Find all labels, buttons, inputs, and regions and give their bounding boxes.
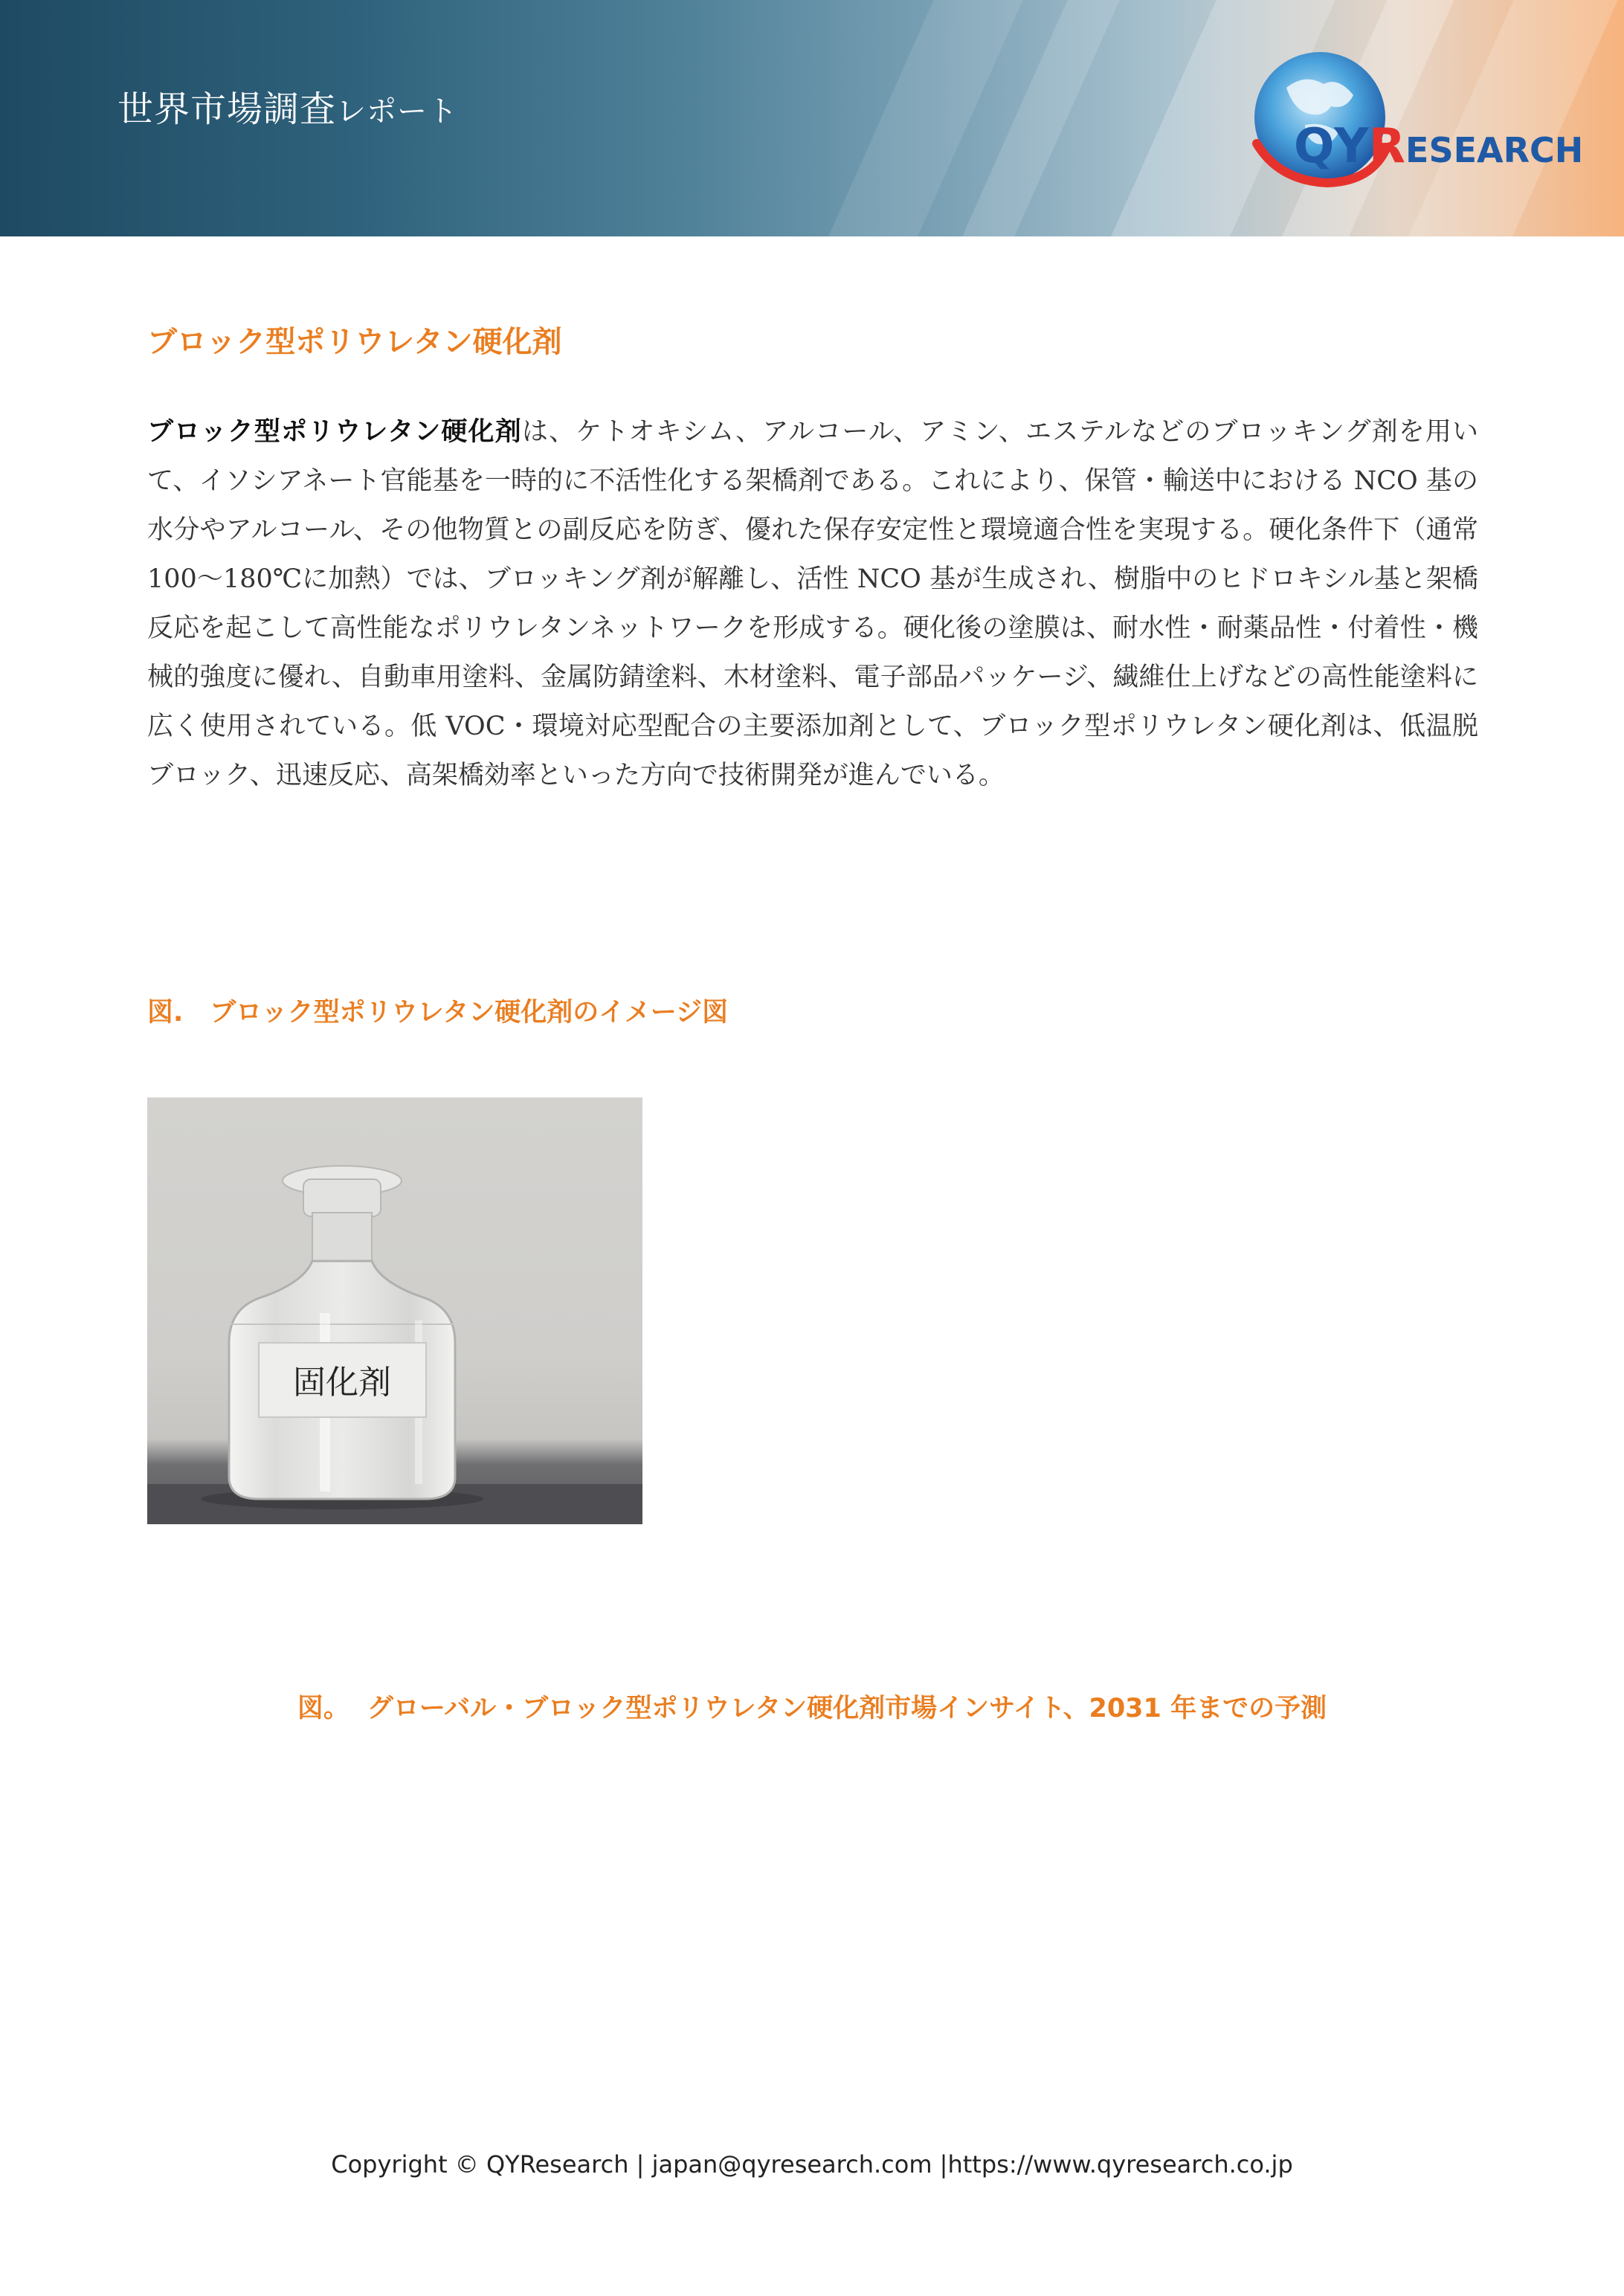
body-paragraph [147,407,1478,800]
product-bottle-image [147,1097,642,1524]
logo-text-r: R [1368,119,1406,174]
figure1-caption [147,992,728,1029]
figure1-label: 図. [147,998,184,1028]
logo-text-qy: QY [1294,119,1369,174]
body-text: は、ケトオキシム、アルコール、アミン、エステルなどのブロッキング剤を用いて、イソシアネート官能基を一時的に不活性化する架橋剤である。これにより、保管・輸送中における NCO 基の水分やアルコール、その他物質との副反応を防ぎ、優れた保存安定性と環境適合性を実現する。硬化条件下（通常 100～180℃に加熱）では、ブロッキング剤が解離し、活性 NCO 基が生成され、樹脂中のヒドロキシル基と架橋反応を起こして高性能なポリウレタンネットワークを形成する。硬化後の塗膜は、耐水性・耐薬品性・付着性・機械的強度に優れ、自動車用塗料、金属防錆塗料、木材塗料、電子部品パッケージ、繊維仕上げなどの高性能塗料に広く使用されている。低 VOC・環境対応型配合の主要添加剤として、ブロック型ポリウレタン硬化剤は、低温脱ブロック、迅速反応、高架橋効率といった方向で技術開発が進んでいる。 [147,417,1478,790]
header-title-main: 世界市場調査 [117,88,337,130]
qyresearch-logo-text [1294,119,1583,174]
header-title [117,80,458,132]
header-title-small: レポート [336,94,459,129]
figure2-caption [0,1688,1624,1725]
bottle-label-text: 固化剤 [293,1364,391,1402]
figure2-caption-text: グローバル・ブロック型ポリウレタン硬化剤市場インサイト、2031 年までの予測 [367,1694,1327,1723]
figure1-caption-text: ブロック型ポリウレタン硬化剤のイメージ図 [210,998,729,1028]
section-title: ブロック型ポリウレタン硬化剤 [147,325,562,359]
logo-text-rest: ESEARCH [1405,130,1584,170]
glass-bottle-illustration [147,1097,642,1524]
body-term: ブロック型ポリウレタン硬化剤 [147,417,522,447]
figure2-label: 図。 [297,1694,349,1723]
footer-copyright: Copyright © QYResearch | japan@qyresearch.com |https://www.qyresearch.co.jp [331,2150,1293,2179]
report-header-banner [0,0,1624,236]
